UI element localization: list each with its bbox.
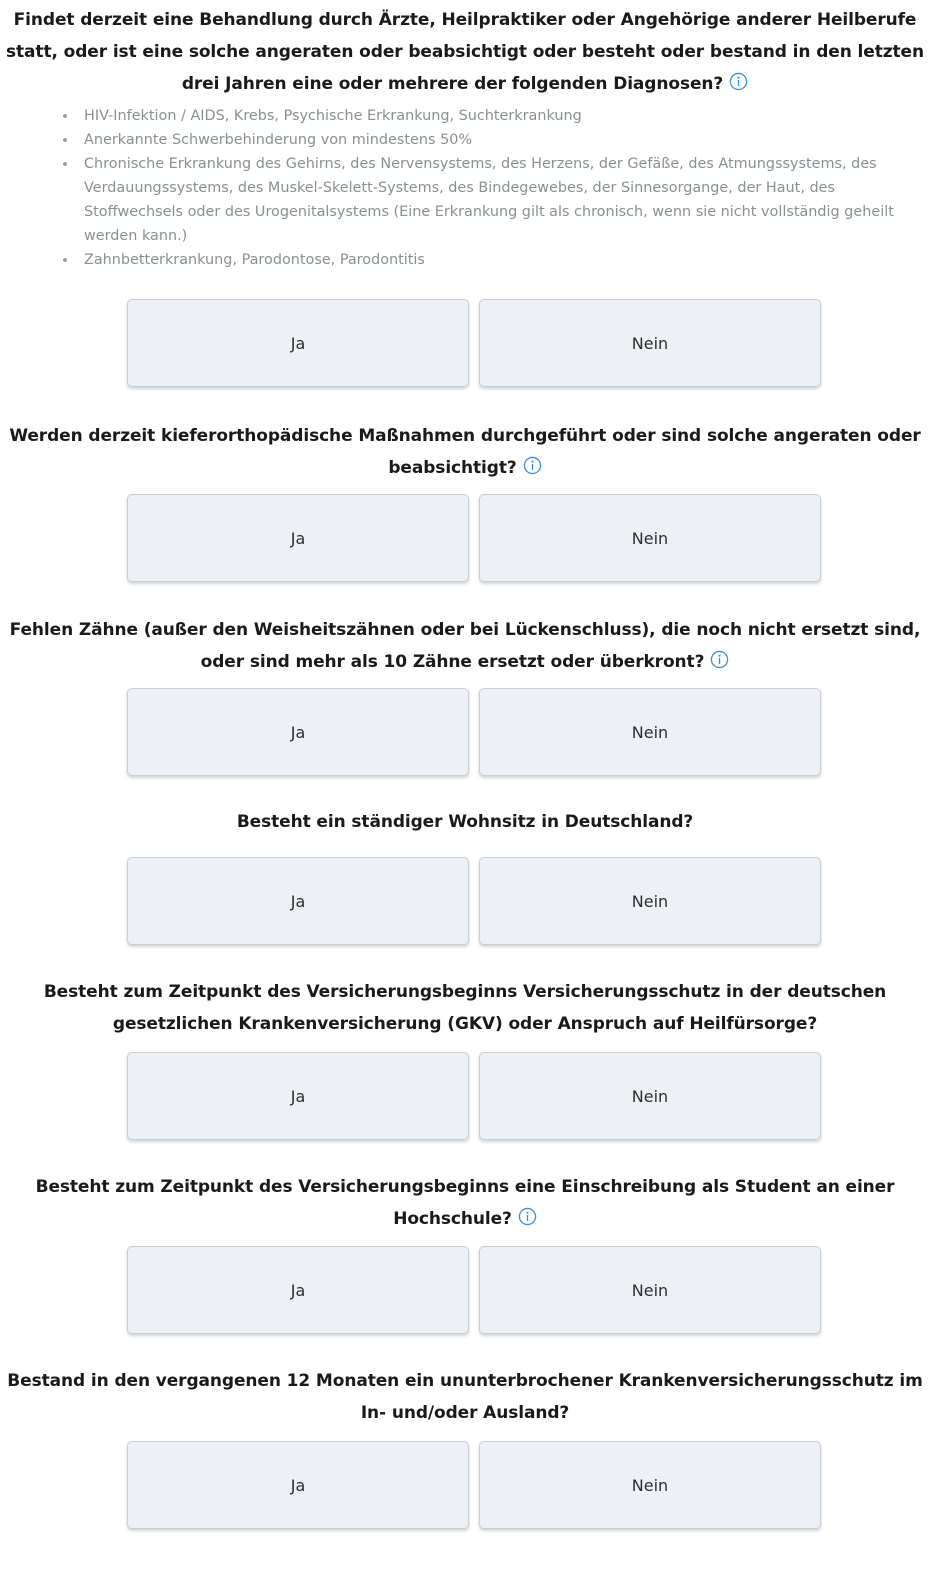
question-text: beabsichtigt? bbox=[388, 458, 517, 478]
question-text: oder sind mehr als 10 Zähne ersetzt oder überkront? bbox=[200, 652, 705, 672]
no-button[interactable]: Nein bbox=[479, 688, 821, 776]
info-circle-icon[interactable] bbox=[523, 456, 542, 475]
yes-button[interactable]: Ja bbox=[127, 1246, 469, 1334]
no-button[interactable]: Nein bbox=[479, 1441, 821, 1529]
question-text: Fehlen Zähne (außer den Weisheitszähnen oder bei Lückenschluss), die noch nicht ersetzt sind, bbox=[9, 620, 921, 640]
question-1 bbox=[0, 4, 930, 100]
question-6 bbox=[0, 1171, 930, 1235]
list-item: HIV-Infektion / AIDS, Krebs, Psychische Erkrankung, Suchterkrankung bbox=[58, 104, 918, 128]
list-item: Anerkannte Schwerbehinderung von mindestens 50% bbox=[58, 128, 918, 152]
no-button[interactable]: Nein bbox=[479, 299, 821, 387]
answer-row-7 bbox=[0, 1441, 930, 1529]
answer-row-2 bbox=[0, 494, 930, 582]
yes-button[interactable]: Ja bbox=[127, 1052, 469, 1140]
no-button[interactable]: Nein bbox=[479, 857, 821, 945]
yes-button[interactable]: Ja bbox=[127, 857, 469, 945]
question-5 bbox=[0, 976, 930, 1040]
answer-row-5 bbox=[0, 1052, 930, 1140]
yes-button[interactable]: Ja bbox=[127, 1441, 469, 1529]
question-text: Findet derzeit eine Behandlung durch Ärzte, Heilpraktiker oder Angehörige anderer Heilberufe bbox=[13, 10, 917, 30]
question-2 bbox=[0, 420, 930, 484]
no-button[interactable]: Nein bbox=[479, 1246, 821, 1334]
no-button[interactable]: Nein bbox=[479, 1052, 821, 1140]
question-text: Besteht zum Zeitpunkt des Versicherungsbeginns Versicherungsschutz in der deutschen bbox=[43, 982, 887, 1002]
question-text: Werden derzeit kieferorthopädische Maßnahmen durchgeführt oder sind solche angeraten oder bbox=[9, 426, 921, 446]
answer-row-4 bbox=[0, 857, 930, 945]
answer-row-3 bbox=[0, 688, 930, 776]
question-text: Besteht zum Zeitpunkt des Versicherungsbeginns eine Einschreibung als Student an einer bbox=[35, 1177, 895, 1197]
diagnosis-list bbox=[58, 104, 918, 272]
list-item: Zahnbetterkrankung, Parodontose, Parodontitis bbox=[58, 248, 918, 272]
question-4 bbox=[0, 806, 930, 838]
yes-button[interactable]: Ja bbox=[127, 494, 469, 582]
answer-row-6 bbox=[0, 1246, 930, 1334]
question-text: In- und/oder Ausland? bbox=[360, 1403, 570, 1423]
no-button[interactable]: Nein bbox=[479, 494, 821, 582]
question-text: Besteht ein ständiger Wohnsitz in Deutschland? bbox=[236, 812, 694, 832]
answer-row-1 bbox=[0, 299, 930, 387]
yes-button[interactable]: Ja bbox=[127, 688, 469, 776]
question-text: Hochschule? bbox=[393, 1209, 512, 1229]
question-3 bbox=[0, 614, 930, 678]
question-text: gesetzlichen Krankenversicherung (GKV) oder Anspruch auf Heilfürsorge? bbox=[112, 1014, 818, 1034]
question-text: Bestand in den vergangenen 12 Monaten ein ununterbrochener Krankenversicherungsschutz im bbox=[7, 1371, 923, 1391]
info-circle-icon[interactable] bbox=[710, 650, 729, 669]
list-item: Chronische Erkrankung des Gehirns, des Nervensystems, des Herzens, der Gefäße, des Atmungssystems, des Verdauungssystems, des Muskel-Skelett-Systems, des Bindegewebes, der Sinnesorgange, der Haut, des Stoffwechsels oder des Urogenitalsystems (Eine Erkrankung gilt als chronisch, wenn sie nicht vollständig geheilt werden kann.) bbox=[58, 152, 918, 248]
yes-button[interactable]: Ja bbox=[127, 299, 469, 387]
info-circle-icon[interactable] bbox=[518, 1207, 537, 1226]
question-7 bbox=[0, 1365, 930, 1429]
question-text: statt, oder ist eine solche angeraten oder beabsichtigt oder besteht oder bestand in den letzten bbox=[6, 42, 924, 62]
question-text: drei Jahren eine oder mehrere der folgenden Diagnosen? bbox=[181, 74, 724, 94]
info-circle-icon[interactable] bbox=[729, 72, 748, 91]
